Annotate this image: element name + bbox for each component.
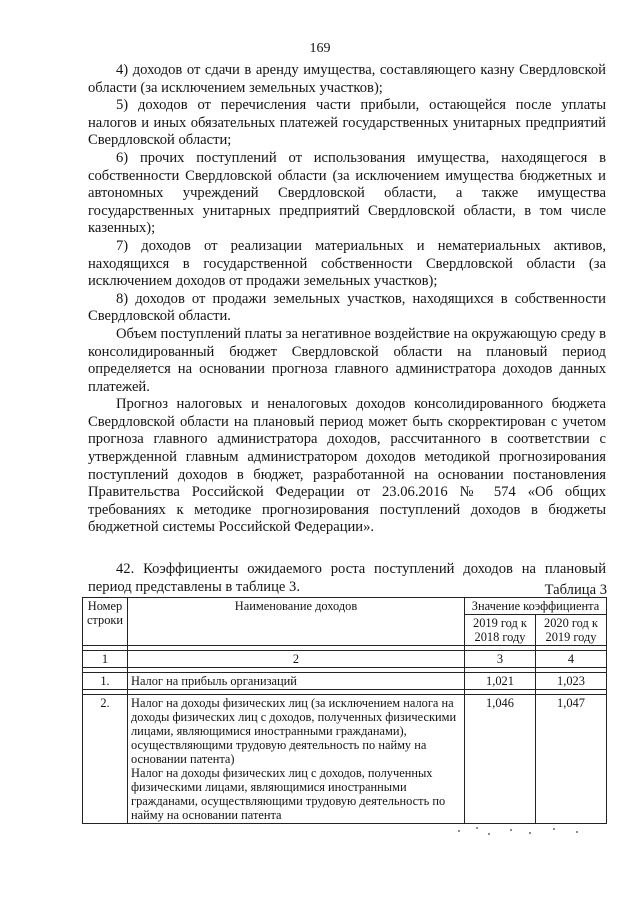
paragraph-section-42: 42. Коэффициенты ожидаемого роста поступлений доходов на плановый период представлены в таблице 3. [88, 561, 606, 595]
scan-specks [458, 824, 598, 838]
body-text [88, 62, 606, 596]
row-value-2019: 1,046 [465, 695, 536, 824]
paragraph-item-8: 8) доходов от продажи земельных участков, находящихся в собственности Свердловской области. [88, 290, 606, 325]
table-header-row [83, 598, 607, 615]
row-value-2020: 1,023 [536, 673, 607, 690]
paragraph-item-5: 5) доходов от перечисления части прибыли, остающейся после уплаты налогов и иных обязательных платежей государственных унитарных предприятий Свердловской области; [88, 97, 606, 149]
row-income-name-cell [128, 695, 465, 824]
row-value-2019: 1,021 [465, 673, 536, 690]
paragraph-item-6: 6) прочих поступлений от использования имущества, находящегося в собственности Свердловской области (за исключением имущества бюджетных и автономных учреждений Свердловской области, а также имущества государственных унитарных предприятий Свердловской области, в том числе казенных); [88, 149, 606, 237]
header-row-number: Номер строки [83, 598, 128, 646]
table-row [83, 695, 607, 824]
header-year-2020: 2020 год к 2019 году [536, 615, 607, 646]
column-number: 2 [128, 651, 465, 668]
row-value-2020: 1,047 [536, 695, 607, 824]
table-column-numbers [83, 651, 607, 668]
row-number: 2. [83, 695, 128, 824]
table-row [83, 673, 607, 690]
coefficients-table [82, 597, 607, 824]
header-coef-value: Значение коэффициента [465, 598, 607, 615]
column-number: 1 [83, 651, 128, 668]
row-number: 1. [83, 673, 128, 690]
header-year-2019: 2019 год к 2018 году [465, 615, 536, 646]
column-number: 3 [465, 651, 536, 668]
paragraph-item-7: 7) доходов от реализации материальных и нематериальных активов, находящихся в государственной собственности Свердловской области (за исключением доходов от продажи земельных участков); [88, 237, 606, 290]
row-income-name: Налог на доходы физических лиц (за исключением налога на доходы физических лиц с доходов, полученных физическими лицами, являющимися иностранными гражданами), осуществляющими трудовую деятельность по найму на основании патента) [131, 696, 457, 766]
row-income-name: Налог на прибыль организаций [128, 673, 465, 690]
paragraph-forecast: Прогноз налоговых и неналоговых доходов консолидированного бюджета Свердловской области на плановый период может быть скорректирован с учетом прогноза главного администратора доходов, рассчитанного в соответствии с утвержденной главным администратором доходов методикой прогнозирования поступлений доходов в бюджет, разработанной на основании постановления Правительства Российской Федерации от 23.06.2016 № 574 «Об общих требованиях к методике прогнозирования поступлений доходов в бюджеты бюджетной системы Российской Федерации». [88, 396, 606, 536]
page-number: 169 [309, 41, 331, 56]
header-income-name: Наименование доходов [128, 598, 465, 646]
paragraph-item-4: 4) доходов от сдачи в аренду имущества, составляющего казну Свердловской области (за исключением земельных участков); [88, 62, 606, 96]
row-income-name-continued: Налог на доходы физических лиц с доходов, полученных физическими лицами, являющимися иностранными гражданами, осуществляющими трудовую деятельность по найму на основании патента [131, 766, 446, 822]
paragraph-environment-fee: Объем поступлений платы за негативное воздействие на окружающую среду в консолидированный бюджет Свердловской области на плановый период определяется на основании прогноза главного администратора доходов данных платежей. [88, 325, 606, 395]
table-caption: Таблица 3 [544, 582, 607, 598]
column-number: 4 [536, 651, 607, 668]
